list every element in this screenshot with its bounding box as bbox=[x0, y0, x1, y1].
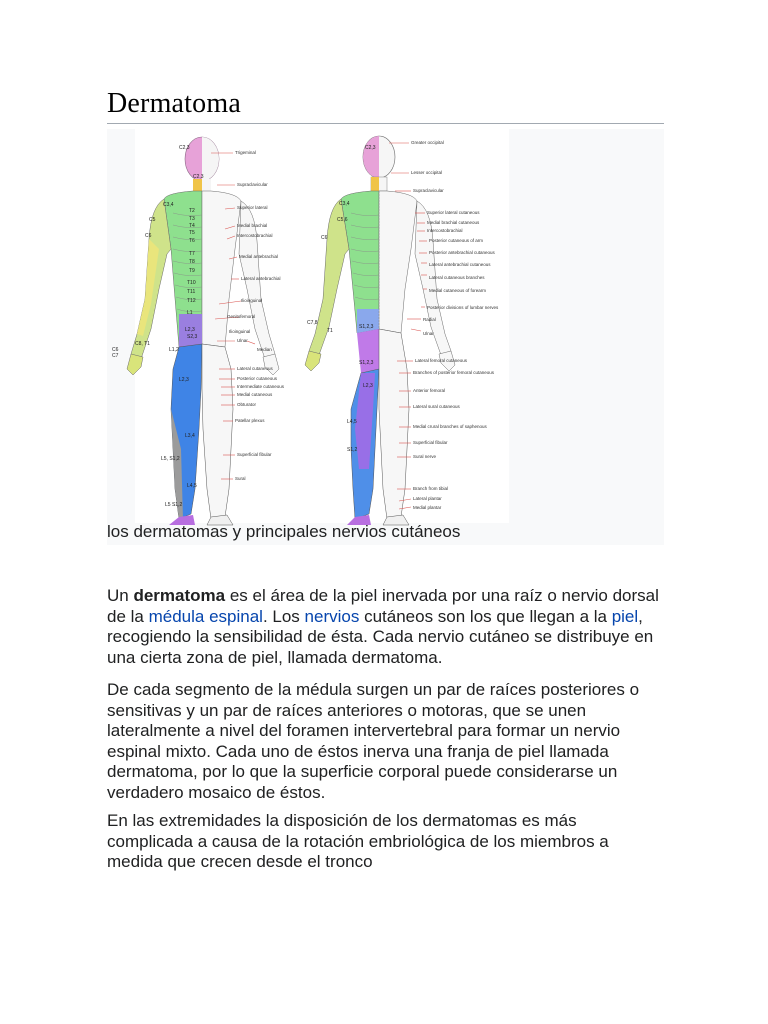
paragraph-definition bbox=[107, 586, 667, 668]
paragraph-text: Un bbox=[107, 586, 134, 605]
front-segment-label: T6 bbox=[189, 238, 195, 244]
back-nerve-label: Greater occipital bbox=[411, 140, 444, 145]
front-segment-label: S2,3 bbox=[187, 334, 198, 340]
front-nerve-label: Supraclavicular bbox=[237, 182, 268, 187]
front-nerve-label: Medial cutaneous bbox=[237, 392, 273, 397]
front-segment-label: L4,5 bbox=[187, 483, 197, 489]
paragraph-segments: De cada segmento de la médula surgen un par de raíces posteriores o sensitivas y un par de raíces anteriores o motoras, que se unen lateralmente a nivel del foramen intervertebral para formar un nervio espinal mixto. Cada uno de éstos inerva una franja de piel llamada dermatoma, por lo que la superficie corporal puede considerarse un verdadero mosaico de éstos. bbox=[107, 680, 640, 802]
back-nerve-label: Superior lateral cutaneous bbox=[427, 210, 480, 215]
title-divider bbox=[107, 123, 664, 124]
front-nerve-label: Superior lateral bbox=[237, 205, 268, 210]
bold-term: dermatoma bbox=[133, 586, 226, 605]
front-segment-label: C2,3 bbox=[179, 145, 190, 151]
front-segment-label: T9 bbox=[189, 268, 195, 274]
back-nerve-label: Ulnar bbox=[423, 331, 434, 336]
front-segment-label: L5 S1,2 bbox=[165, 502, 183, 508]
back-nerve-label: Lateral cutaneous branches bbox=[429, 275, 485, 280]
back-nerve-label: Lateral sural cutaneous bbox=[413, 404, 460, 409]
front-segment-label: T10 bbox=[187, 280, 196, 286]
front-nerve-label: Trigeminal bbox=[235, 150, 256, 155]
back-nerve-label: Lesser occipital bbox=[411, 170, 443, 175]
link-medula-espinal[interactable]: médula espinal bbox=[148, 606, 263, 626]
back-nerve-label: Medial plantar bbox=[413, 505, 442, 510]
front-nerve-label: Lateral cutaneous bbox=[237, 366, 273, 371]
back-segment-label: C3,4 bbox=[339, 201, 350, 207]
front-segment-label: C6 bbox=[112, 347, 119, 353]
front-nerve-label: Ilioinguinal bbox=[241, 298, 263, 303]
paragraph-text: cutáneos son los que llegan a la bbox=[359, 606, 612, 626]
front-segment-label: C2,3 bbox=[193, 174, 204, 180]
front-nerve-label: Intermediate cutaneous bbox=[237, 384, 285, 389]
back-nerve-label: Branch from tibial bbox=[413, 486, 449, 491]
front-segment-label: T7 bbox=[189, 251, 195, 257]
back-segment-label: S1,2,3 bbox=[359, 324, 374, 330]
back-segment-label: C2,3 bbox=[365, 145, 376, 151]
front-nerve-label: Obturator bbox=[237, 402, 257, 407]
back-nerve-label: Branches of posterior femoral cutaneous bbox=[413, 370, 495, 375]
paragraph-text: , recogiendo la sensibilidad de ésta. Cada nervio cutáneo se distribuye en una cierta zona de piel, llamada dermatoma. bbox=[107, 606, 654, 667]
link-piel[interactable]: piel bbox=[611, 606, 639, 626]
front-segment-label: L2,3 bbox=[179, 377, 189, 383]
back-nerve-label: Posterior divisions of lumbar nerves bbox=[427, 305, 499, 310]
front-segment-label: L2,3 bbox=[185, 327, 195, 333]
back-nerve-label: Lateral femoral cutaneous bbox=[415, 358, 468, 363]
front-nerve-label: Medial antebrachial bbox=[239, 254, 279, 259]
front-nerve-label: Superficial fibular bbox=[237, 452, 272, 457]
back-nerve-label: Lateral antebrachial cutaneous bbox=[429, 262, 491, 267]
paragraph-text: es el área de la piel inervada por una raíz o nervio dorsal de la bbox=[107, 586, 659, 626]
front-segment-label: T12 bbox=[187, 298, 196, 304]
back-nerve-label: Posterior antebrachial cutaneous bbox=[429, 250, 495, 255]
back-nerve-label: Radial bbox=[423, 317, 436, 322]
back-nerve-label: Medial cutaneous of forearm bbox=[429, 288, 487, 293]
back-segment-label: S1,2,3 bbox=[359, 360, 374, 366]
front-segment-label: C7 bbox=[112, 353, 119, 359]
front-segment-label: T11 bbox=[187, 289, 196, 295]
front-nerve-label: Patellar plexus bbox=[235, 418, 265, 423]
back-nerve-label: Anterior femoral bbox=[413, 388, 446, 393]
figure-caption: los dermatomas y principales nervios cutáneos bbox=[107, 522, 461, 541]
back-segment-label: S1,2 bbox=[347, 447, 358, 453]
front-segment-label: L1 bbox=[187, 310, 193, 316]
back-nerve-label: Medial crural branches of saphenous bbox=[413, 424, 487, 429]
back-segment-label: L4,5 bbox=[347, 419, 357, 425]
front-segment-label: C8, T1 bbox=[135, 341, 150, 347]
back-nerve-label: Lateral plantar bbox=[413, 496, 442, 501]
front-nerve-label: Median bbox=[257, 347, 272, 352]
front-nerve-label: Posterior cutaneous bbox=[237, 376, 278, 381]
back-nerve-label: Medial brachial cutaneous bbox=[427, 220, 480, 225]
front-nerve-label: Ilioinguinal bbox=[229, 329, 251, 334]
dermatome-illustration bbox=[107, 129, 664, 545]
front-segment-label: C5 bbox=[149, 217, 156, 223]
back-segment-label: T1 bbox=[327, 328, 333, 334]
front-nerve-label: Medial brachial bbox=[237, 223, 268, 228]
front-segment-label: T8 bbox=[189, 259, 195, 265]
back-segment-label: C6 bbox=[321, 235, 328, 241]
paragraph-extremities: En las extremidades la disposición de los dermatomas es más complicada a causa de la rotación embriológica de los miembros a medida que crecen desde el tronco bbox=[107, 811, 609, 871]
back-segment-label: L2,3 bbox=[363, 383, 373, 389]
front-segment-label: T2 bbox=[189, 208, 195, 214]
back-nerve-label: Sural nerve bbox=[413, 454, 437, 459]
front-nerve-label: Ulnar bbox=[237, 338, 248, 343]
back-nerve-label: Posterior cutaneous of arm bbox=[429, 238, 484, 243]
front-segment-label: L5, S1,2 bbox=[161, 456, 180, 462]
front-segment-label: T3 bbox=[189, 216, 195, 222]
paragraph-text: . Los bbox=[262, 606, 305, 626]
front-segment-label: L1,2 bbox=[169, 347, 179, 353]
front-segment-label: T5 bbox=[189, 230, 195, 236]
front-segment-label: T4 bbox=[189, 223, 195, 229]
link-nervios[interactable]: nervios bbox=[304, 606, 360, 626]
page-title: Dermatoma bbox=[107, 88, 241, 119]
back-nerve-label: Supraclavicular bbox=[413, 188, 444, 193]
front-nerve-label: Lateral antebrachial bbox=[241, 276, 281, 281]
back-segment-label: C7,8 bbox=[307, 320, 318, 326]
back-segment-label: C5,6 bbox=[337, 217, 348, 223]
front-segment-label: C3,4 bbox=[163, 202, 174, 208]
front-nerve-label: Intercostobrachial bbox=[237, 233, 273, 238]
front-segment-label: C6 bbox=[145, 233, 152, 239]
front-segment-label: L3,4 bbox=[185, 433, 195, 439]
front-nerve-label: Sural bbox=[235, 476, 246, 481]
front-nerve-label: Genitofemoral bbox=[227, 314, 256, 319]
back-nerve-label: Intercostobrachial bbox=[427, 228, 463, 233]
dermatome-figure[interactable] bbox=[107, 129, 664, 545]
back-nerve-label: Superficial fibular bbox=[413, 440, 448, 445]
